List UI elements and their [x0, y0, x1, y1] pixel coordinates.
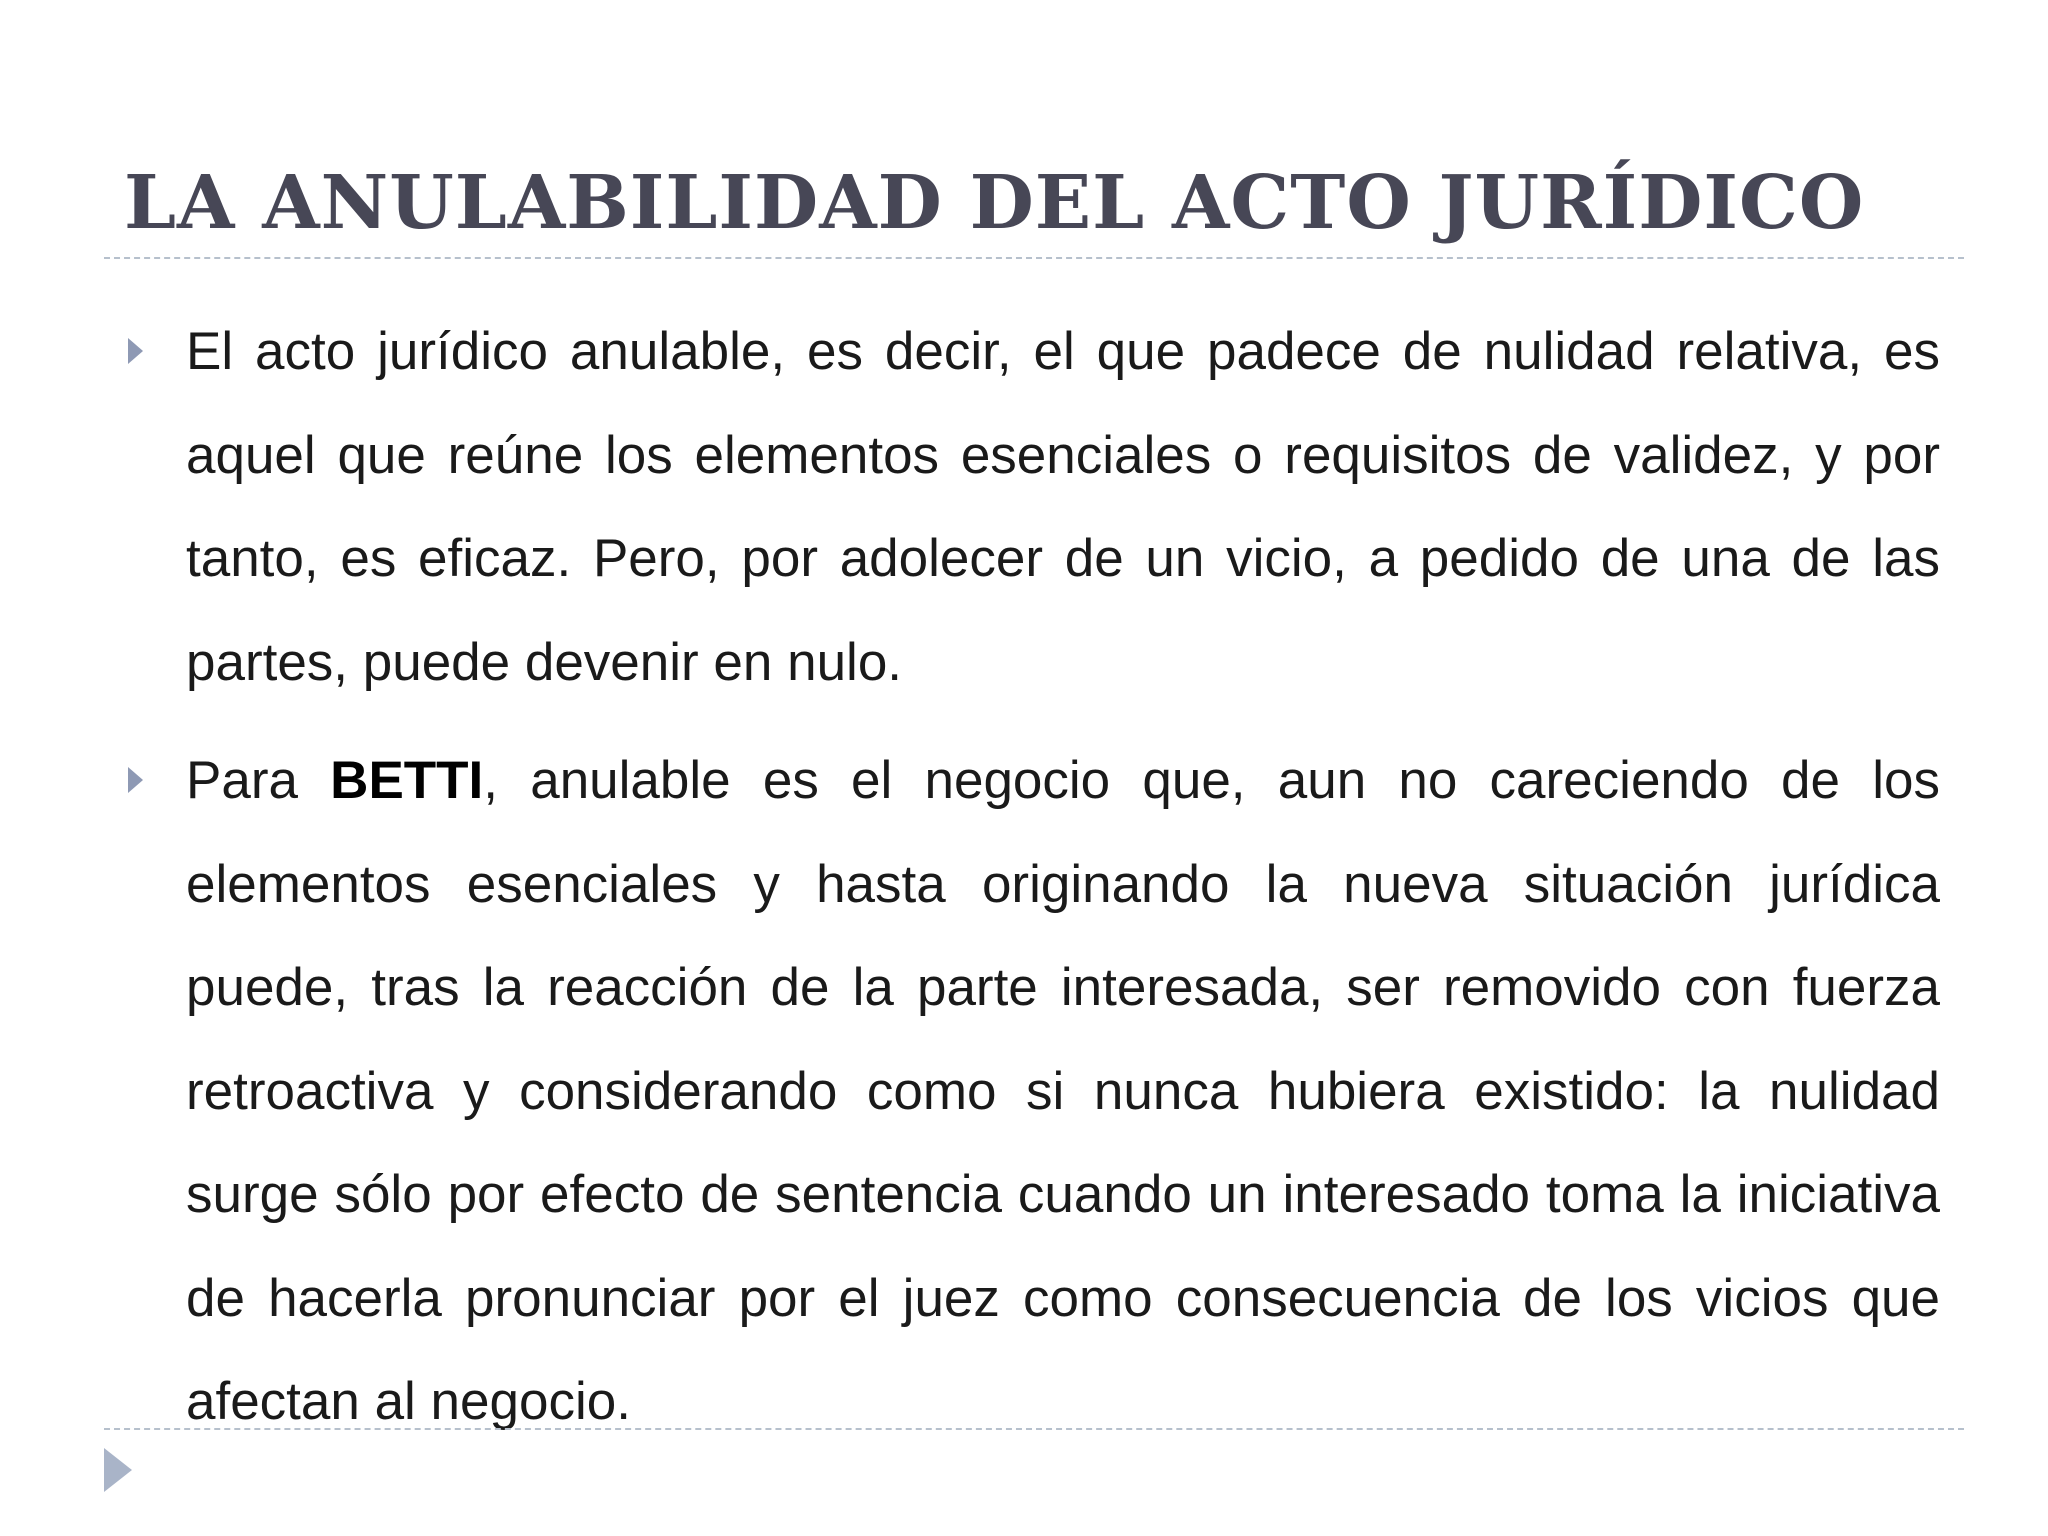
bullet-item [120, 729, 1940, 1454]
triangle-bullet-icon [128, 338, 143, 364]
triangle-bullet-icon [128, 767, 143, 793]
title-divider [104, 257, 1964, 259]
bullet-text-suffix: , anulable es el negocio que, aun no careciendo de los elementos esenciales y hasta originando la nueva situación jurídica puede, tras la reacción de la parte interesada, ser removido con fuerza retroactiva y considerando como si nunca hubiera existido: la nulidad surge sólo por efecto de sentencia cuando un interesado toma la iniciativa de hacerla pronunciar por el juez como consecuencia de los vicios que afectan al negocio. [186, 751, 1940, 1431]
slide-body [120, 300, 1940, 1454]
slide-title: LA ANULABILIDAD DEL ACTO JURÍDICO [124, 160, 1865, 246]
author-name: BETTI [330, 751, 484, 810]
footer-divider [104, 1428, 1964, 1430]
bullet-text: El acto jurídico anulable, es decir, el que padece de nulidad relativa, es aquel que reúne los elementos esenciales o requisitos de validez, y por tanto, es eficaz. Pero, por adolecer de un vicio, a pedido de una de las partes, puede devenir en nulo. [186, 322, 1940, 692]
bullet-text-prefix: Para [186, 751, 331, 810]
bullet-item [120, 300, 1940, 714]
next-arrow-icon [104, 1448, 132, 1492]
